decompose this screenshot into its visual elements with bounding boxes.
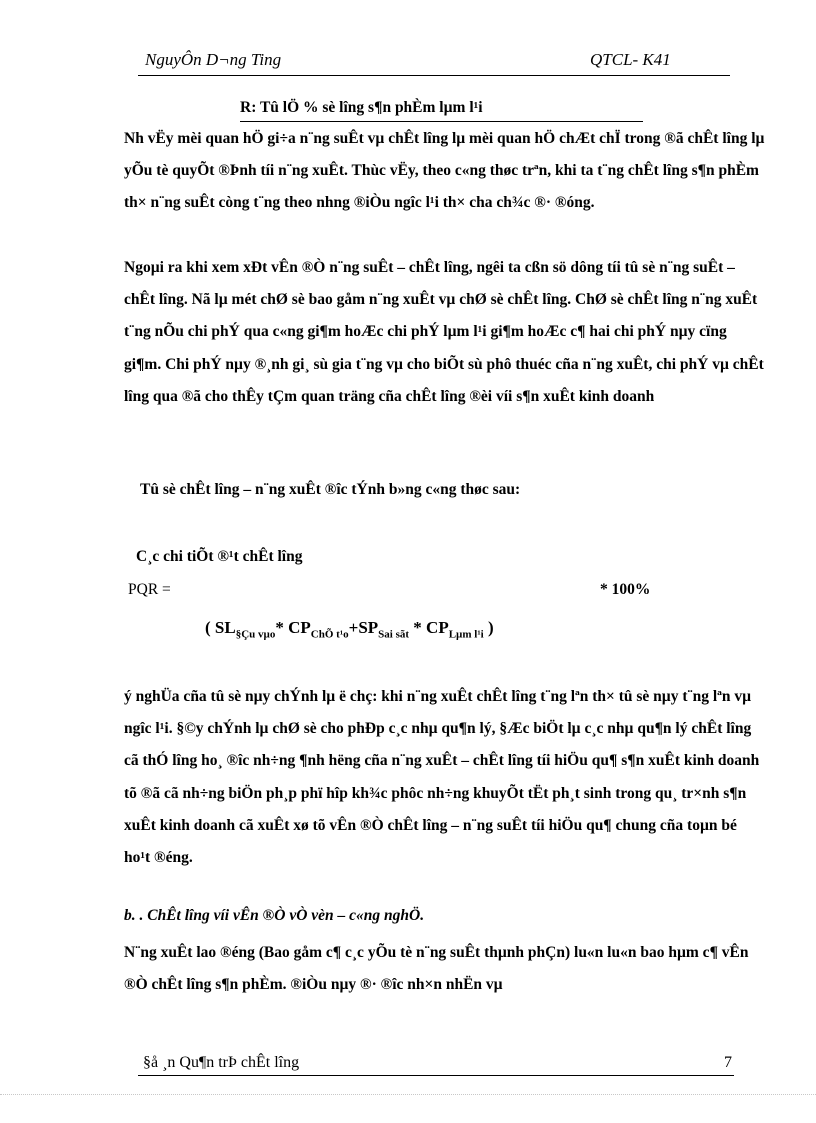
formula-caption: R: Tû lÖ % sè lîng s¶n phÈm lµm l¹i: [240, 99, 483, 116]
paragraph-5: N¨ng xuÊt lao ®éng (Bao gåm c¶ c¸c yÕu tè n¨ng suÊt thµnh phÇn) lu«n lu«n bao hµm c¶ vÊn ®Ò chÊt lîng s¶n phÈm. ®iÒu nµy ®· ®îc nh×n nhËn vµ: [124, 944, 749, 994]
footer-title: §å ¸n Qu¶n trÞ chÊt lîng: [143, 1054, 300, 1071]
section-subheading: b. . ChÊt lîng víi vÊn ®Ò vÒ vèn – c«ng nghÖ.: [124, 907, 425, 924]
paragraph-3: Tû sè chÊt lîng – n¨ng xuÊt ®îc tÝnh b»ng c«ng thøc sau:: [140, 481, 521, 498]
denom-plus: +SP: [348, 618, 379, 637]
header-author: NguyÔn D¬ng Ting: [145, 50, 282, 69]
denom-open: ( SL: [205, 618, 236, 637]
denom-sub-defect: Sai sãt: [378, 628, 410, 641]
formula-title: C¸c chi tiÕt ®¹t chÊt lîng: [136, 548, 303, 565]
caption-rule: [240, 121, 643, 122]
denom-sub-input: §Çu vµo: [235, 628, 276, 641]
paragraph-4: ý nghÜa cña tû sè nµy chÝnh lµ ë chç: khi n¨ng xuÊt chÊt lîng t¨ng lªn th× tû sè nµy t¨ng lªn vµ ngîc l¹i. §©y chÝnh lµ chØ sè cho phÐp c¸c nhµ qu¶n lý, §Æc biÖt lµ c¸c nhµ qu¶n lý chÊt lîng cã thÓ lîng ho¸ ®îc nh÷ng ¶nh hëng cña n¨ng xuÊt – chÊt lîng tíi hiÖu qu¶ s¶n xuÊt kinh doanh tõ ®ã cã nh÷ng biÖn ph¸p phï hîp kh¾c phôc nh÷ng khuyÕt tËt ph¸t sinh trong qu¸ tr×nh s¶n xuÊt kinh doanh cã xuÊt xø tõ vÊn ®Ò chÊt lîng – n¨ng suÊt tíi hiÖu qu¶ chung cña toµn bé ho¹t ®éng.: [124, 688, 760, 867]
footer-page-number: 7: [724, 1054, 732, 1071]
denom-star-2: * CP: [409, 618, 449, 637]
paragraph-2: Ngoµi ra khi xem xÐt vÊn ®Ò n¨ng suÊt – chÊt lîng, ngêi ta cßn sö dông tíi tû sè n¨ng suÊt – chÊt lîng. Nã lµ mét chØ sè bao gåm n¨ng xuÊt vµ chØ sè chÊt lîng. ChØ sè chÊt lîng n¨ng xuÊt t¨ng nÕu chi phÝ qua c«ng gi¶m hoÆc chi phÝ lµm l¹i gi¶m hoÆc c¶ hai chi phÝ nµy cïng gi¶m. Chi phÝ nµy ®¸nh gi¸ sù gia t¨ng vµ cho biÕt sù phô thuéc cña n¨ng xuÊt, chi phÝ vµ chÊt lîng qua ®ã cho thÊy tÇm quan träng cña chÊt lîng ®èi víi s¶n xuÊt kinh doanh: [124, 259, 764, 405]
denom-star-1: * CP: [275, 618, 311, 637]
page-edge: [0, 1094, 816, 1095]
denom-sub-manufacturing: ChÕ t¹o: [310, 628, 349, 641]
denom-close: ): [483, 618, 494, 637]
denom-sub-rework: Lµm l¹i: [448, 628, 484, 641]
formula-denominator: [205, 618, 494, 640]
paragraph-1: Nh vËy mèi quan hÖ gi÷a n¨ng suÊt vµ chÊt lîng lµ mèi quan hÖ chÆt chÏ trong ®ã chÊt lîng lµ yÕu tè quyÕt ®Þnh tíi n¨ng xuÊt. Thùc vËy, theo c«ng thøc trªn, khi ta t¨ng chÊt lîng s¶n phÈm th× n¨ng suÊt còng t¨ng theo nhng ®iÒu ngîc l¹i th× cha ch¾c ®· ®óng.: [124, 130, 765, 212]
header-class-code: QTCL- K41: [590, 50, 671, 69]
formula-lhs: PQR =: [128, 581, 171, 598]
header-rule: [138, 75, 730, 76]
formula-multiplier: * 100%: [600, 581, 651, 598]
footer-rule: [138, 1075, 734, 1076]
